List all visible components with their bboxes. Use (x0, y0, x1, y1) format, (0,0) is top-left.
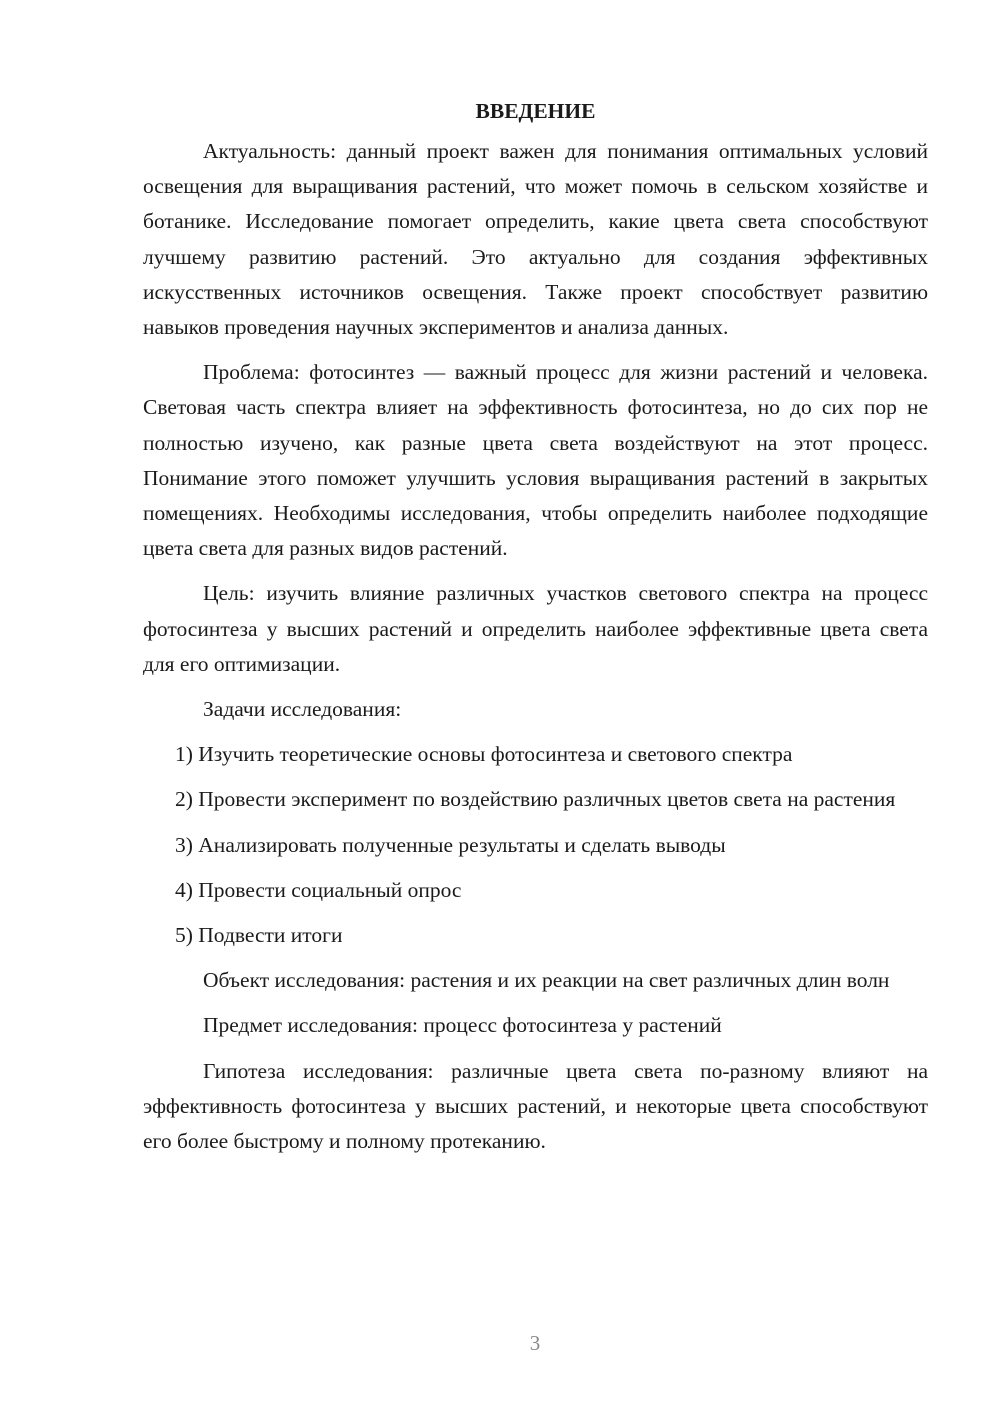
list-item-task-4: 4) Провести социальный опрос (175, 877, 462, 902)
page-title: ВВЕДЕНИЕ (475, 99, 596, 123)
paragraph-tasks-heading: Задачи исследования: (203, 697, 402, 722)
paragraph-problem: Проблема: фотосинтез — важный процесс для жизни растений и человека. Световая часть спектра влияет на эффективность фотосинтеза, но до сих пор не полностью изучено, как разные цвета света воздействуют на этот процесс. Понимание этого поможет улучшить условия выращивания растений в закрытых помещениях. Необходимы исследования, чтобы определить наиболее подходящие цвета света для разных видов растений. (143, 360, 928, 561)
paragraph-hypothesis: Гипотеза исследования: различные цвета света по-разному влияют на эффективность фотосинтеза у высших растений, и некоторые цвета способствуют его более быстрому и полному протеканию. (143, 1058, 928, 1154)
paragraph-object: Объект исследования: растения и их реакции на свет различных длин волн (203, 968, 890, 993)
list-item-task-5: 5) Подвести итоги (175, 923, 343, 948)
paragraph-subject: Предмет исследования: процесс фотосинтеза у растений (203, 1013, 722, 1038)
document-page (143, 96, 928, 1169)
list-item-task-3: 3) Анализировать полученные результаты и сделать выводы (175, 832, 726, 857)
list-item-task-2: 2) Провести эксперимент по воздействию различных цветов света на растения (175, 787, 896, 812)
paragraph-goal: Цель: изучить влияние различных участков светового спектра на процесс фотосинтеза у высших растений и определить наиболее эффективные цвета света для его оптимизации. (143, 581, 928, 676)
page-number: 3 (529, 1331, 541, 1355)
list-item-task-1: 1) Изучить теоретические основы фотосинтеза и светового спектра (175, 742, 793, 767)
paragraph-relevance: Актуальность: данный проект важен для понимания оптимальных условий освещения для выращивания растений, что может помочь в сельском хозяйстве и ботанике. Исследование помогает определить, какие цвета света способствуют лучшему развитию растений. Это актуально для создания эффективных искусственных источников освещения. Также проект способствует развитию навыков проведения научных экспериментов и анализа данных. (143, 139, 928, 340)
